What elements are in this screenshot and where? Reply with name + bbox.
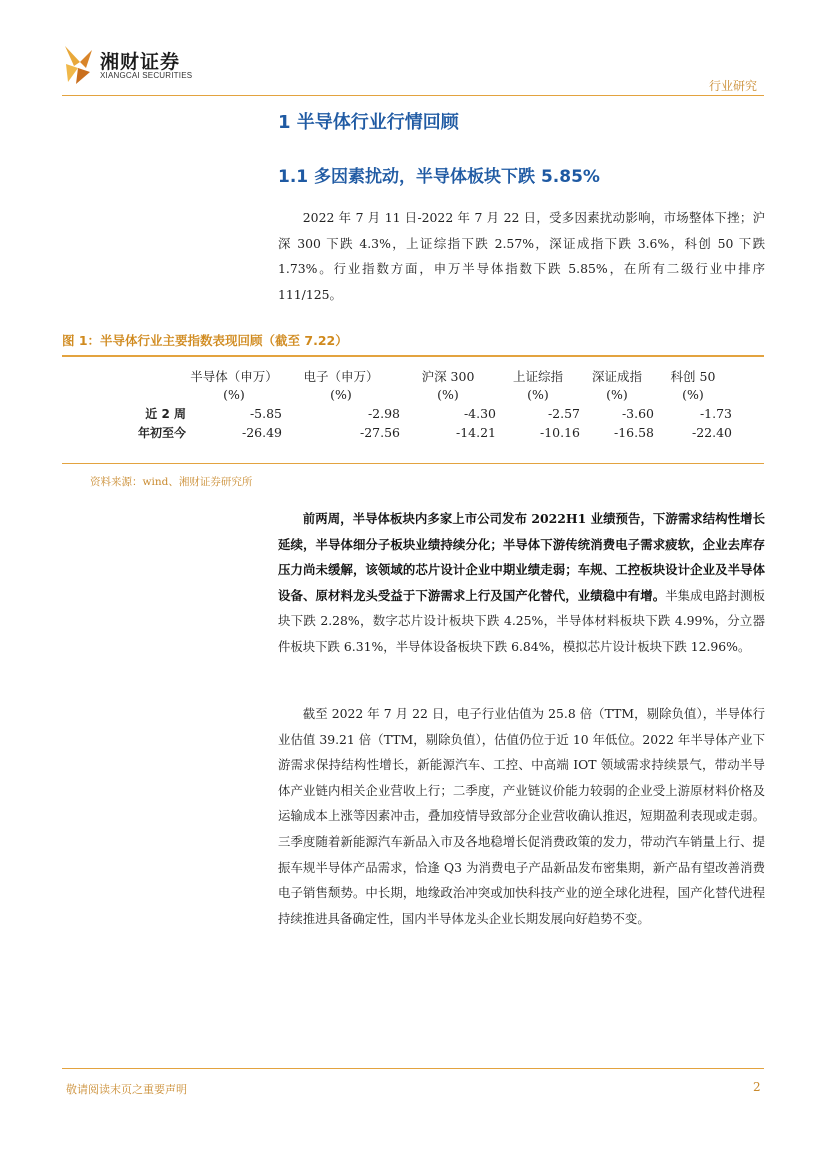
table-cell: -16.58 [613,425,654,440]
table-cell: -5.85 [249,406,282,421]
valuation-paragraph [278,701,765,931]
market-review-paragraph [278,506,765,660]
column-header: 沪深 300 [421,368,475,384]
column-unit: (%) [330,387,352,402]
column-header: 上证综指 [512,368,563,384]
valuation-paragraph-text: 截至 2022 年 7 月 22 日，电子行业估值为 25.8 倍（TTM，剔除负值），半导体行业估值 39.21 倍（TTM，剔除负值），估值仍位于近 10 年低位。2022 年半导体产业下游需求保持结构性增长，新能源汽车、工控、中高端 IOT 领域需求持续景气，带动半导体产业链内相关企业营收上行；二季度，产业链议价能力较弱的企业受上游原材料价格及运输成本上涨等因素冲击，叠加疫情导致部分企业营收确认推迟，短期盈利表现或走弱。三季度随着新能源汽车新品入市及各地稳增长促消费政策的发力，带动汽车销量上行、提振车规半导体产品需求，恰逢 Q3 为消费电子产品新品发布密集期，新产品有望改善消费电子销售颓势。中长期，地缘政治冲突或加快科技产业的逆全球化进程，国产化替代进程持续推进具备确定性，国内半导体龙头企业长期发展向好趋势不变。 [278,706,765,926]
row-label: 年初至今 [137,426,186,440]
table-cell: -1.73 [699,406,732,421]
column-header: 深证成指 [591,368,642,384]
column-header: 电子（申万） [303,368,379,384]
table-cell: -4.30 [463,406,496,421]
table-cell: -26.49 [241,425,282,440]
column-header: 科创 50 [670,368,716,384]
disclaimer-note: 敬请阅读末页之重要声明 [66,1083,187,1096]
table-header-row [62,366,764,385]
footer-divider [62,1068,764,1069]
figure-source: 资料来源：wind、湘财证券研究所 [90,476,253,488]
table-row [62,404,764,423]
section-heading: 1 半导体行业行情回顾 [278,112,459,133]
table-cell: -10.16 [539,425,580,440]
table-unit-row [62,385,764,404]
index-performance-table [62,366,764,442]
brand-name-cn: 湘财证券 [100,51,181,73]
table-cell: -27.56 [359,425,400,440]
xiangcai-logo-icon [62,42,96,86]
column-unit: (%) [527,387,549,402]
row-label: 近 2 周 [145,407,186,421]
table-cell: -2.98 [367,406,400,421]
column-header: 半导体（申万） [190,368,278,384]
figure-bottom-rule [62,463,764,464]
column-unit: (%) [223,387,245,402]
brand-name-en: XIANGCAI SECURITIES [100,71,193,80]
column-unit: (%) [437,387,459,402]
table-cell: -14.21 [455,425,496,440]
header-divider [62,95,764,96]
table-cell: -3.60 [621,406,654,421]
figure-caption: 图 1：半导体行业主要指数表现回顾（截至 7.22） [62,333,348,348]
table-cell: -22.40 [691,425,732,440]
sub-sector-text: 半集成电路封测板块下跌 2.28%，数字芯片设计板块下跌 4.25%，半导体材料板块下跌 4.99%，分立器件板块下跌 6.31%，半导体设备板块下跌 6.84%，模拟芯片设计板块下跌 12.96%。 [278,587,766,654]
figure-top-rule [62,355,764,357]
page-number: 2 [753,1080,761,1094]
intro-paragraph [278,205,765,307]
column-unit: (%) [606,387,628,402]
subsection-heading: 1.1 多因素扰动，半导体板块下跌 5.85% [278,167,600,187]
table-row [62,423,764,442]
document-type-label: 行业研究 [708,79,757,93]
key-finding-text: 前两周，半导体板块内多家上市公司发布 2022H1 业绩预告，下游需求结构性增长延续，半导体细分子板块业绩持续分化；半导体下游传统消费电子需求疲软，企业去库存压力尚未缓解，该领域的芯片设计企业中期业绩走弱；车规、工控板块设计企业及半导体设备、原材料龙头受益于下游需求上行及国产化替代，业绩稳中有增。 [278,511,765,603]
column-unit: (%) [682,387,704,402]
intro-paragraph-text: 2022 年 7 月 11 日-2022 年 7 月 22 日，受多因素扰动影响，市场整体下挫；沪深 300 下跌 4.3%，上证综指下跌 2.57%，深证成指下跌 3.6%，科创 50 下跌 1.73%。行业指数方面，申万半导体指数下跌 5.85%，在所有二级行业中排序 111/125。 [278,210,765,302]
table-cell: -2.57 [547,406,580,421]
